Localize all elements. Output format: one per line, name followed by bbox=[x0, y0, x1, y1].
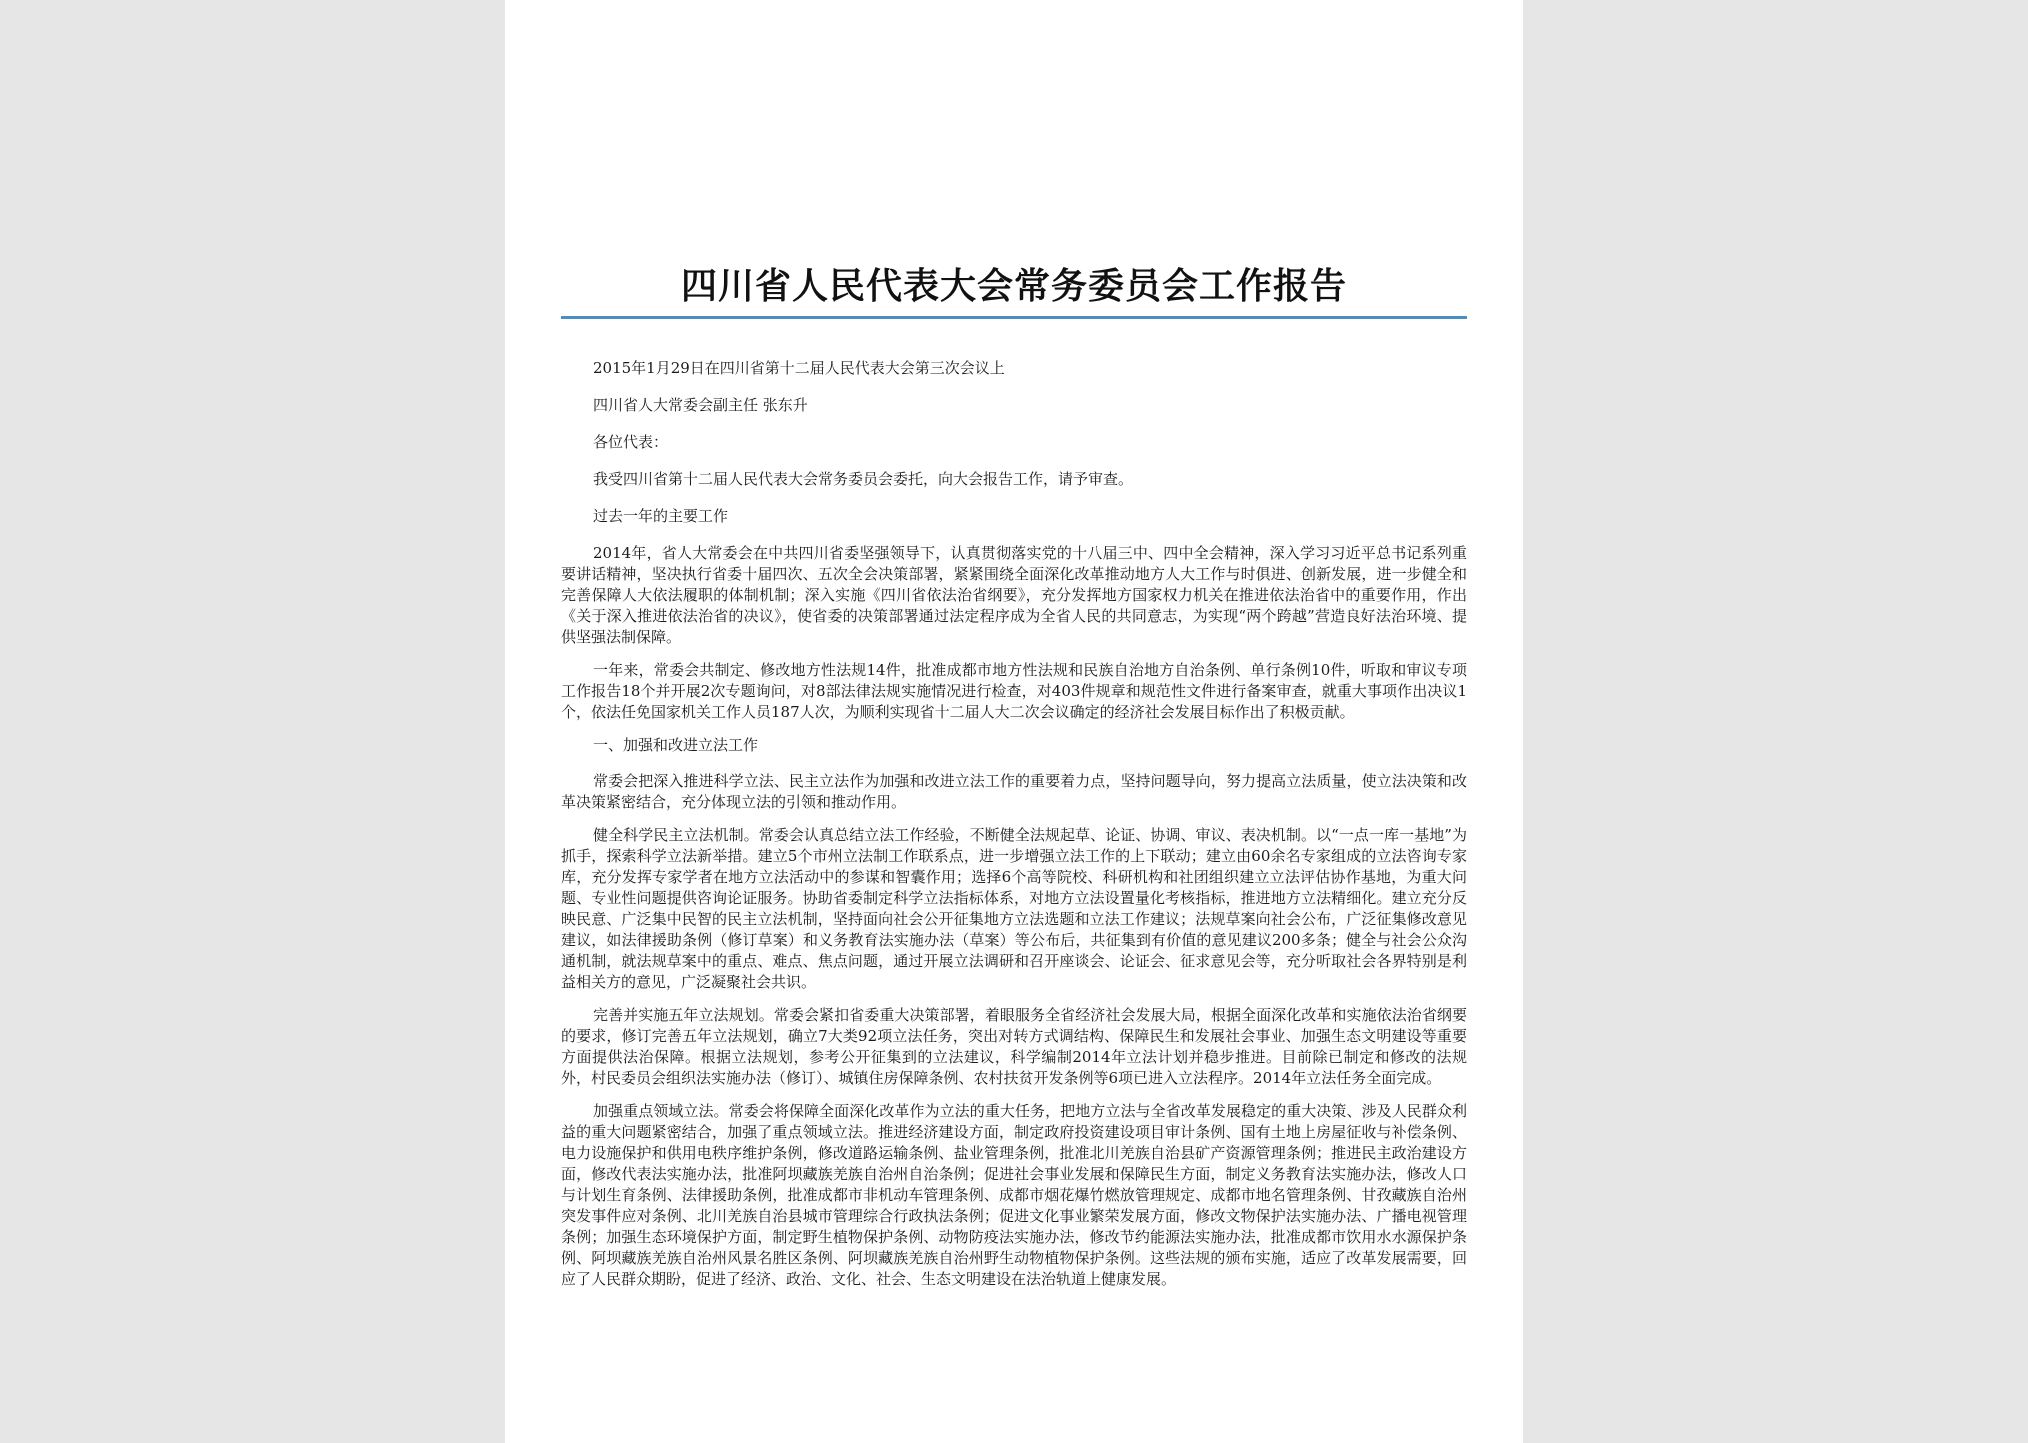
document-page bbox=[505, 0, 1523, 1443]
title-divider bbox=[561, 316, 1467, 319]
section-heading-legislation: 一、加强和改进立法工作 bbox=[593, 736, 759, 754]
speaker-line: 四川省人大常委会副主任 张东升 bbox=[593, 396, 808, 414]
section-heading-past-year: 过去一年的主要工作 bbox=[593, 507, 729, 525]
body-paragraph: 常委会把深入推进科学立法、民主立法作为加强和改进立法工作的重要着力点，坚持问题导向，努力提高立法质量，使立法决策和改革决策紧密结合，充分体现立法的引领和推动作用。 bbox=[561, 772, 1467, 811]
body-paragraph: 加强重点领域立法。常委会将保障全面深化改革作为立法的重大任务，把地方立法与全省改革发展稳定的重大决策、涉及人民群众利益的重大问题紧密结合，加强了重点领域立法。推进经济建设方面，制定政府投资建设项目审计条例、国有土地上房屋征收与补偿条例、电力设施保护和供用电秩序维护条例，修改道路运输条例、盐业管理条例，批准北川羌族自治县矿产资源管理条例；推进民主政治建设方面，修改代表法实施办法，批准阿坝藏族羌族自治州自治条例；促进社会事业发展和保障民生方面，制定义务教育法实施办法，修改人口与计划生育条例、法律援助条例，批准成都市非机动车管理条例、成都市烟花爆竹燃放管理规定、成都市地名管理条例、甘孜藏族自治州突发事件应对条例、北川羌族自治县城市管理综合行政执法条例；促进文化事业繁荣发展方面，修改文物保护法实施办法、广播电视管理条例；加强生态环境保护方面，制定野生植物保护条例、动物防疫法实施办法，修改节约能源法实施办法，批准成都市饮用水水源保护条例、阿坝藏族羌族自治州风景名胜区条例、阿坝藏族羌族自治州野生动物植物保护条例。这些法规的颁布实施，适应了改革发展需要，回应了人民群众期盼，促进了经济、政治、文化、社会、生态文明建设在法治轨道上健康发展。 bbox=[561, 1102, 1467, 1288]
body-paragraph: 一年来，常委会共制定、修改地方性法规14件，批准成都市地方性法规和民族自治地方自治条例、单行条例10件，听取和审议专项工作报告18个并开展2次专题询问，对8部法律法规实施情况进行检查，对403件规章和规范性文件进行备案审查，就重大事项作出决议1个，依法任免国家机关工作人员187人次，为顺利实现省十二届人大二次会议确定的经济社会发展目标作出了积极贡献。 bbox=[561, 661, 1467, 721]
document-title: 四川省人民代表大会常务委员会工作报告 bbox=[680, 265, 1347, 307]
body-paragraph: 完善并实施五年立法规划。常委会紧扣省委重大决策部署，着眼服务全省经济社会发展大局，根据全面深化改革和实施依法治省纲要的要求，修订完善五年立法规划，确立7大类92项立法任务，突出对转方式调结构、保障民生和发展社会事业、加强生态文明建设等重要方面提供法治保障。根据立法规划，参考公开征集到的立法建议，科学编制2014年立法计划并稳步推进。目前除已制定和修改的法规外，村民委员会组织法实施办法（修订）、城镇住房保障条例、农村扶贫开发条例等6项已进入立法程序。2014年立法任务全面完成。 bbox=[561, 1006, 1467, 1087]
document-body bbox=[561, 358, 1467, 1302]
intro-line: 我受四川省第十二届人民代表大会常务委员会委托，向大会报告工作，请予审查。 bbox=[593, 470, 1134, 488]
body-paragraph: 健全科学民主立法机制。常委会认真总结立法工作经验，不断健全法规起草、论证、协调、审议、表决机制。以“一点一库一基地”为抓手，探索科学立法新举措。建立5个市州立法制工作联系点，进一步增强立法工作的上下联动；建立由60余名专家组成的立法咨询专家库，充分发挥专家学者在地方立法活动中的参谋和智囊作用；选择6个高等院校、科研机构和社团组织建立立法评估协作基地，为重大问题、专业性问题提供咨询论证服务。协助省委制定科学立法指标体系，对地方立法设置量化考核指标，推进地方立法精细化。建立充分反映民意、广泛集中民智的民主立法机制，坚持面向社会公开征集地方立法选题和立法工作建议；法规草案向社会公布，广泛征集修改意见建议，如法律援助条例（修订草案）和义务教育法实施办法（草案）等公布后，共征集到有价值的意见建议200多条；健全与社会公众沟通机制，就法规草案中的重点、难点、焦点问题，通过开展立法调研和召开座谈会、论证会、征求意见会等，充分听取社会各界特别是利益相关方的意见，广泛凝聚社会共识。 bbox=[561, 826, 1467, 991]
body-paragraph: 2014年，省人大常委会在中共四川省委坚强领导下，认真贯彻落实党的十八届三中、四中全会精神，深入学习习近平总书记系列重要讲话精神，坚决执行省委十届四次、五次全会决策部署，紧紧围绕全面深化改革推动地方人大工作与时俱进、创新发展，进一步健全和完善保障人大依法履职的体制机制；深入实施《四川省依法治省纲要》，充分发挥地方国家权力机关在推进依法治省中的重要作用，作出《关于深入推进依法治省的决议》，使省委的决策部署通过法定程序成为全省人民的共同意志，为实现“两个跨越”营造良好法治环境、提供坚强法制保障。 bbox=[561, 544, 1467, 646]
meeting-line: 2015年1月29日在四川省第十二届人民代表大会第三次会议上 bbox=[593, 359, 1005, 377]
salutation: 各位代表： bbox=[593, 433, 669, 451]
